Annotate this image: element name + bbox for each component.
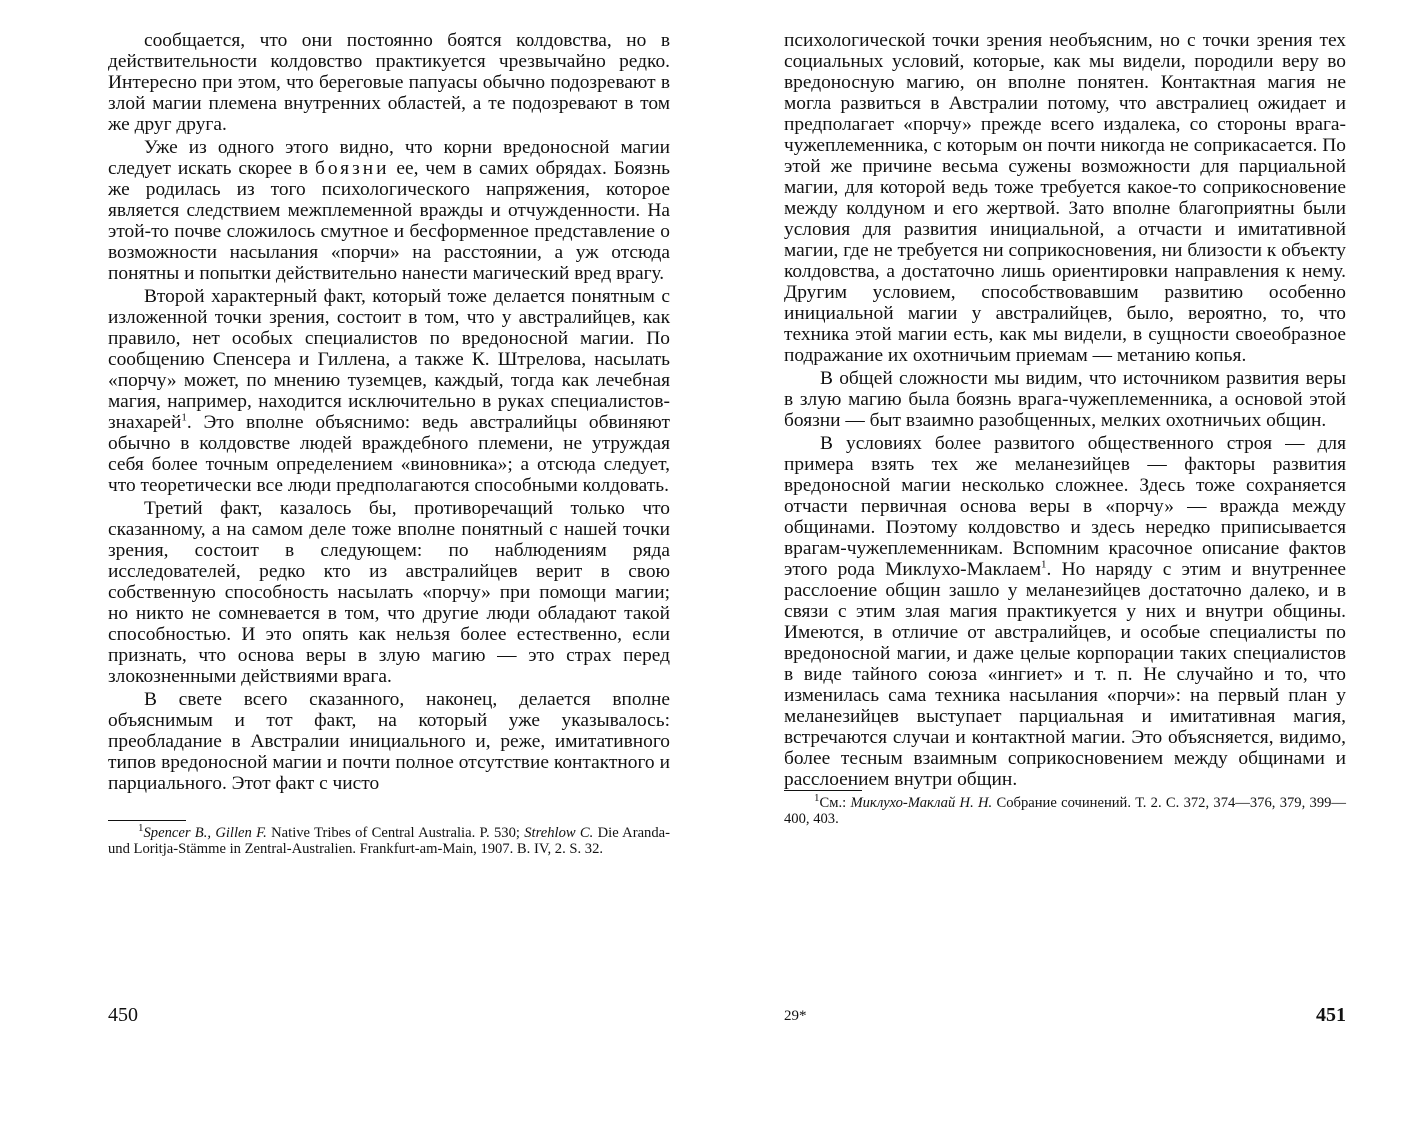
printer-signature: 29* [784, 1008, 807, 1024]
text-run: Уже из одного этого видно, что корни вредоносной магии следует искать скорее в [108, 137, 670, 179]
text-run: Второй характерный факт, который тоже делается понятным с изложенной точки зрения, состоит в том, что у австралийцев, как правило, нет особых специалистов по вредоносной магии. По сообщению Спенсера и Гиллена, а также К. Штрелова, насылать «порчу» может, по мнению туземцев, каждый, тогда как лечебная магия, например, находится исключительно в руках специалистов-знахарей [108, 286, 670, 433]
author-name: Strehlow C. [524, 825, 594, 841]
author-name: Миклухо-Маклай Н. Н. [850, 795, 993, 811]
paragraph: психологической точки зрения необъясним, но с точки зрения тех социальных условий, которые, как мы видели, породили веру во вредоносную магию, он вполне понятен. Контактная магия не могла развиться в Австралии потому, что австралиец ожидает и предполагает «порчу» прежде всего издалека, со стороны врага-чужеплеменника, с которым он почти никогда не соприкасается. По этой же причине весьма сужены возможности для парциальной магии, для которой ведь тоже требуется какое-то соприкосновение между колдуном и его жертвой. Зато вполне благоприятны были условия для развития инициальной, а отчасти и имитативной магии, где не требуется ни соприкосновения, ни близости к объекту колдовства, а достаточно лишь ориентировки направления к нему. Другим условием, способствовавшим развитию особенно инициальной магии у австралийцев, было, вероятно, то, что техника этой магии есть, как мы видели, в сущности своеобразное подражание их охотничьим приемам — метанию копья. [784, 30, 1346, 366]
page-number: 451 [1316, 1004, 1346, 1026]
right-page [784, 30, 1346, 827]
emphasized-word: боязни [314, 158, 390, 179]
footnote-number: 1 [814, 792, 820, 805]
paragraph: В общей сложности мы видим, что источником развития веры в злую магию была боязнь врага-чужеплеменника, а основой этой боязни — быт взаимно разобщенных, мелких охотничьих общин. [784, 368, 1346, 431]
footnote [108, 822, 670, 858]
text-run: В условиях более развитого общественного строя — для примера взять тех же меланезийцев — факторы развития вредоносной магии несколько сложнее. Здесь тоже сохраняется отчасти первичная основа веры в «порчу» — вражда между общинами. Поэтому колдовство и здесь нередко приписывается врагам-чужеплеменникам. Вспомним красочное описание фактов этого рода Миклухо-Маклаем [784, 433, 1346, 580]
text-run: ее, чем в самих обрядах. Боязнь же родилась из того психологического напряжения, которое является следствием межплеменной вражды и отчужденности. На этой-то почве сложилось смутное и бесформенное представление о возможности насылания «порчи» на расстоянии, а уж отсюда понятны и попытки действительно нанести магический вред врагу. [108, 158, 670, 284]
text-run: . Это вполне объяснимо: ведь австралийцы обвиняют обычно в колдовстве людей враждебного племени, не утруждая себя более точным определением «виновника»; а отсюда следует, что теоретически все люди предполагаются способными колдовать. [108, 412, 670, 496]
text-run: Native Tribes of Central Australia. P. 530; [266, 825, 525, 841]
text-run: Собрание сочинений. Т. 2. С. 372, 374—376, 379, 399—400, 403. [784, 795, 1347, 828]
page-number: 450 [108, 1004, 138, 1026]
paragraph: сообщается, что они постоянно боятся колдовства, но в действительности колдовство практикуется чрезвычайно редко. Интересно при этом, что береговые папуасы обычно подозревают в злой магии племена внутренних областей, а те подозревают в том же друг друга. [108, 30, 670, 135]
paragraph: В свете всего сказанного, наконец, делается вполне объяснимым и тот факт, на который уже указывалось: преобладание в Австралии инициального и, реже, имитативного типов вредоносной магии и почти полное отсутствие контактного и парциального. Этот факт с чисто [108, 689, 670, 794]
footnote-rule [784, 790, 862, 791]
footnote-marker: 1 [181, 411, 187, 424]
paragraph [108, 137, 670, 284]
footnote [784, 792, 1347, 828]
footnote-rule [108, 820, 186, 821]
left-page [108, 30, 670, 857]
paragraph: Третий факт, казалось бы, противоречащий только что сказанному, а на самом деле тоже вполне понятный с нашей точки зрения, состоит в следующем: по наблюдениям ряда исследователей, редко кто из австралийцев верит в свою собственную способность насылать «порчу» при помощи магии; но никто не сомневается в том, что другие люди обладают такой способностью. И это опять как нельзя более естественно, если признать, что основа веры в злую магию — это страх перед злокозненными действиями врага. [108, 498, 670, 687]
text-run: Die Aranda-und Loritja-Stämme in Zentral-Australien. Frankfurt-am-Main, 1907. B. IV, 2. S. 32. [108, 825, 670, 858]
text-run: . Но наряду с этим и внутреннее расслоение общин зашло у меланезийцев достаточно далеко, и в связи с этим злая магия практикуется у них и внутри общины. Имеются, в отличие от австралийцев, и особые специалисты по вредоносной магии, и даже целые корпорации таких специалистов в виде тайного союза «ингиет» и т. п. Не случайно и то, что изменилась сама техника насылания «порчи»: на первый план у меланезийцев выступает парциальная и имитативная магия, встречаются случаи и контактной магии. Это объясняется, видимо, более тесным взаимным соприкосновением между общинами и расслоением внутри общин. [784, 559, 1346, 790]
author-name: Spencer B., Gillen F. [143, 825, 267, 841]
text-run: См.: [819, 795, 851, 811]
footnote-number: 1 [138, 822, 144, 835]
paragraph [784, 433, 1346, 790]
footnote-marker: 1 [1041, 558, 1047, 571]
paragraph [108, 286, 670, 496]
